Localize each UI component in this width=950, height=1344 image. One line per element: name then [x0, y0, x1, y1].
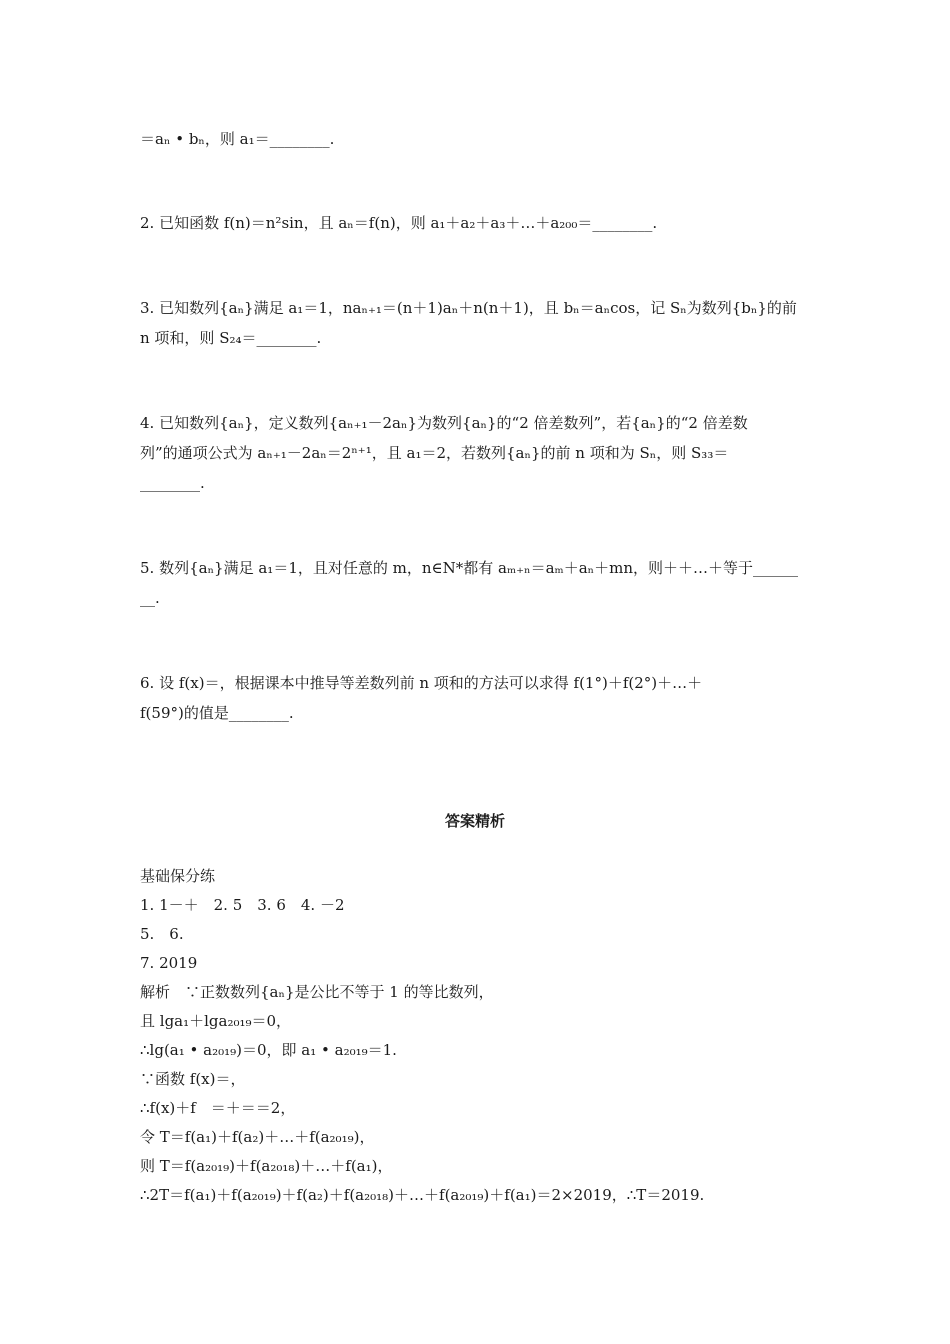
- problem-5-line-2: __.: [140, 589, 160, 607]
- answers-line-1: 1. 1－＋ 2. 5 3. 6 4. －2: [140, 896, 345, 914]
- problem-3-line-1: 3. 已知数列{aₙ}满足 a₁＝1，naₙ₊₁＝(n＋1)aₙ＋n(n＋1)，且 bₙ＝aₙcos，记 Sₙ为数列{bₙ}的前: [140, 299, 797, 317]
- problem-5-line-1: 5. 数列{aₙ}满足 a₁＝1，且对任意的 m，n∈N*都有 aₘ₊ₙ＝aₘ＋aₙ＋mn，则＋＋…＋等于______: [140, 559, 799, 577]
- answers-line-9: 令 T＝f(a₁)＋f(a₂)＋…＋f(a₂₀₁₉)，: [140, 1128, 375, 1146]
- answers-line-11: ∴2T＝f(a₁)＋f(a₂₀₁₉)＋f(a₂)＋f(a₂₀₁₈)＋…＋f(a₂₀₁₉)＋f(a₁)＝2×2019，∴T＝2019.: [140, 1186, 705, 1204]
- answers-line-6: ∴lg(a₁ • a₂₀₁₉)＝0，即 a₁ • a₂₀₁₉＝1.: [140, 1041, 397, 1059]
- problem-6-line-2: f(59°)的值是________.: [140, 704, 294, 722]
- answers-section-heading: 基础保分练: [140, 867, 216, 885]
- problem-4-line-3: ________.: [140, 474, 205, 492]
- answers-line-8: ∴f(x)＋f ＝＋＝＝2，: [140, 1099, 296, 1117]
- problem-1-tail: ＝aₙ • bₙ，则 a₁＝________.: [140, 130, 335, 148]
- answers-line-5: 且 lga₁＋lga₂₀₁₉＝0，: [140, 1012, 292, 1030]
- answers-line-2: 5. 6.: [140, 925, 184, 943]
- answers-line-7: ∵函数 f(x)＝，: [140, 1070, 246, 1088]
- answers-line-3: 7. 2019: [140, 954, 198, 972]
- problem-3-line-2: n 项和，则 S₂₄＝________.: [140, 329, 322, 347]
- problem-4-line-1: 4. 已知数列{aₙ}，定义数列{aₙ₊₁－2aₙ}为数列{aₙ}的“2 倍差数列”，若{aₙ}的“2 倍差数: [140, 414, 748, 432]
- problem-6-line-1: 6. 设 f(x)＝，根据课本中推导等差数列前 n 项和的方法可以求得 f(1°)＋f(2°)＋…＋: [140, 674, 703, 692]
- answers-line-10: 则 T＝f(a₂₀₁₉)＋f(a₂₀₁₈)＋…＋f(a₁)，: [140, 1157, 393, 1175]
- answers-title: 答案精析: [444, 812, 505, 830]
- problem-4-line-2: 列”的通项公式为 aₙ₊₁－2aₙ＝2ⁿ⁺¹，且 a₁＝2，若数列{aₙ}的前 n 项和为 Sₙ，则 S₃₃＝: [140, 444, 729, 462]
- problem-2: 2. 已知函数 f(n)＝n²sin，且 aₙ＝f(n)，则 a₁＋a₂＋a₃＋…＋a₂₀₀＝________.: [140, 214, 658, 232]
- answers-line-4: 解析 ∵正数数列{aₙ}是公比不等于 1 的等比数列，: [140, 983, 494, 1001]
